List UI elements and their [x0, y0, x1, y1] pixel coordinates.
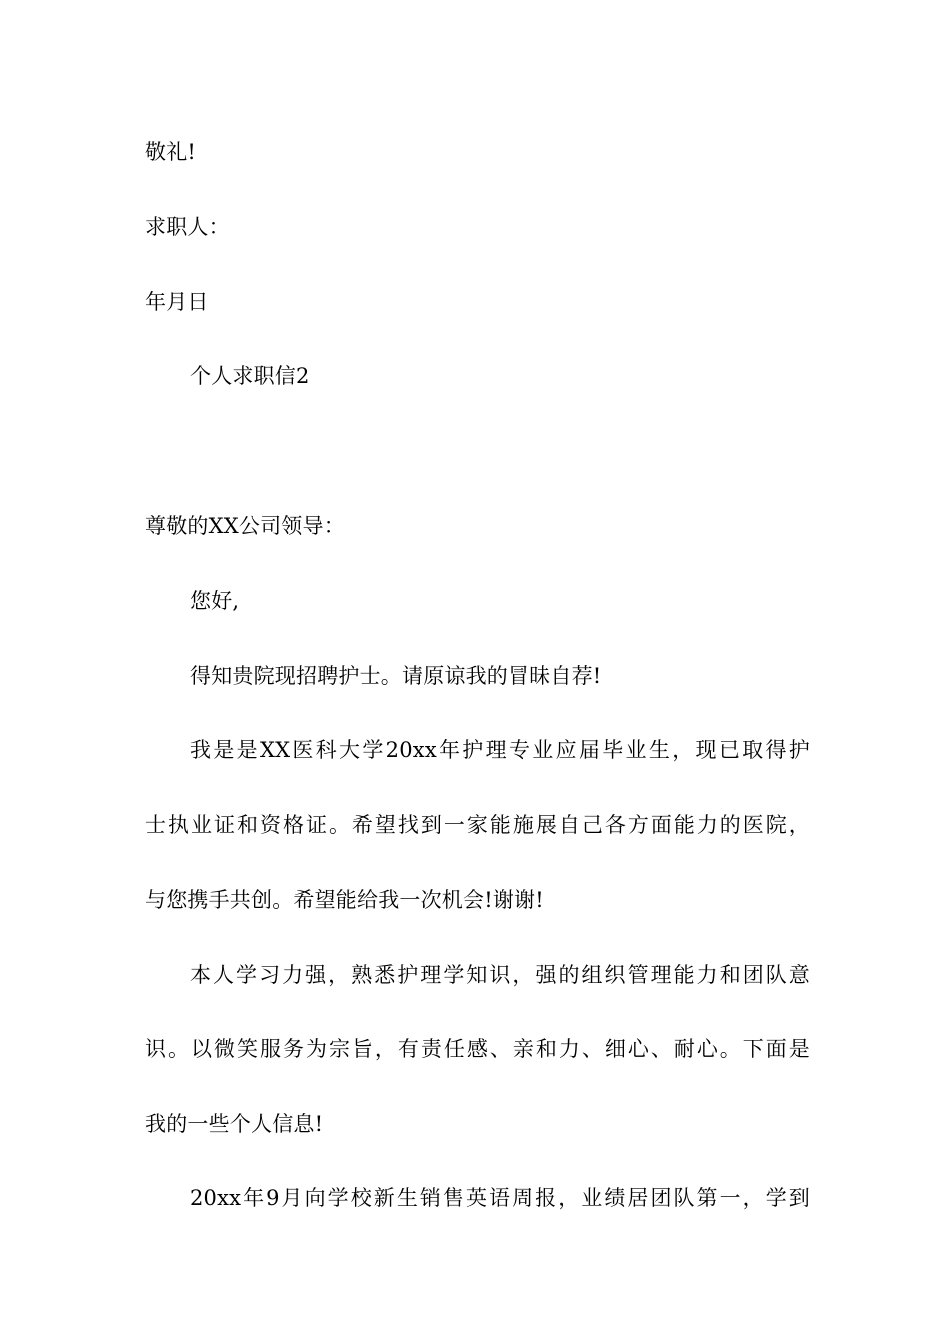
letter-title: 个人求职信2: [190, 364, 310, 388]
letter-hello: 您好,: [190, 589, 240, 613]
paragraph-line: 我是是XX医科大学20xx年护理专业应届毕业生，现已取得护: [190, 738, 810, 762]
date-line: 年月日: [145, 290, 209, 314]
paragraph-line: 得知贵院现招聘护士。请原谅我的冒昧自荐!: [190, 664, 602, 688]
paragraph-line: 与您携手共创。希望能给我一次机会!谢谢!: [145, 888, 544, 912]
letter-greeting: 尊敬的XX公司领导：: [145, 514, 345, 538]
paragraph-line: 识。以微笑服务为宗旨，有责任感、亲和力、细心、耐心。下面是: [145, 1037, 810, 1061]
paragraph-line: 士执业证和资格证。希望找到一家能施展自己各方面能力的医院，: [145, 813, 810, 837]
paragraph-line: 我的一些个人信息!: [145, 1112, 324, 1136]
paragraph-line: 20xx年9月向学校新生销售英语周报，业绩居团队第一，学到: [190, 1186, 810, 1210]
closing-salutation: 敬礼!: [145, 140, 197, 164]
applicant-label: 求职人：: [145, 215, 230, 239]
paragraph-line: 本人学习力强，熟悉护理学知识，强的组织管理能力和团队意: [190, 963, 810, 987]
